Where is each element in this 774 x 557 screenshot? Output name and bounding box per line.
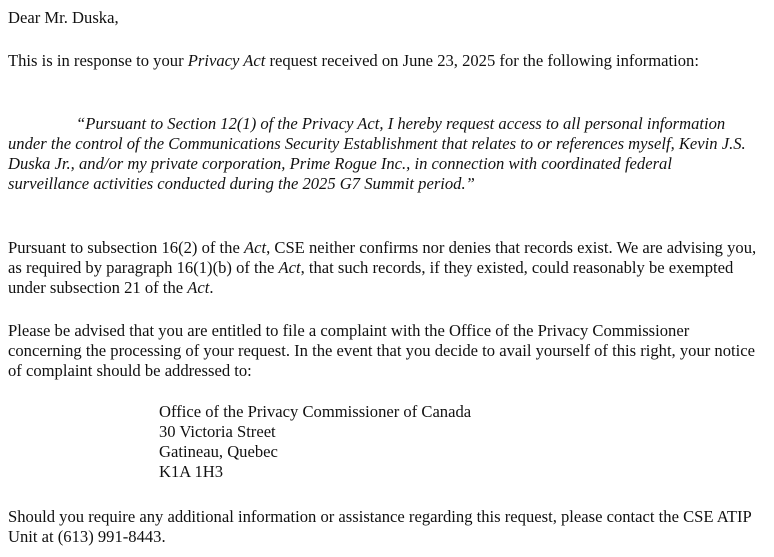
address-line-postal-code: K1A 1H3 xyxy=(159,462,224,481)
intro-text-end: request received on June 23, 2025 for the following information: xyxy=(265,51,699,70)
address-line-street: 30 Victoria Street xyxy=(159,422,276,441)
intro-text-start: This is in response to your xyxy=(8,51,188,70)
privacy-act-reference: Privacy Act xyxy=(187,51,266,70)
contact-paragraph: Should you require any additional information or assistance regarding this request, please contact the CSE ATIP Unit at (613) 991-8443. xyxy=(8,507,752,546)
commissioner-address xyxy=(159,402,579,482)
act-reference-2: Act xyxy=(278,258,301,277)
exemption-text-2: , CSE neither confirms nor denies that records exist. We are advising you, as required by paragraph 16(1)(b) of the xyxy=(8,238,757,277)
address-line-organization: Office of the Privacy Commissioner of Canada xyxy=(159,402,472,421)
exemption-text-3: , that such records, if they existed, could reasonably be exempted under subsection 21 of the xyxy=(8,258,734,297)
request-quote: “Pursuant to Section 12(1) of the Privacy Act, I hereby request access to all personal information under the control of the Communications Security Establishment that relates to or references myself, Kevin J.S. Duska Jr., and/or my private corporation, Prime Rogue Inc., in connection with coordinated federal surveillance activities conducted during the 2025 G7 Summit period.” xyxy=(8,114,746,193)
act-reference-3: Act xyxy=(187,278,210,297)
complaint-paragraph: Please be advised that you are entitled to file a complaint with the Office of the Privacy Commissioner concerning the processing of your request. In the event that you decide to avail yourself of this right, your notice of complaint should be addressed to: xyxy=(8,321,755,380)
exemption-paragraph xyxy=(8,238,758,298)
exemption-text-1: Pursuant to subsection 16(2) of the xyxy=(8,238,244,257)
address-line-city: Gatineau, Quebec xyxy=(159,442,278,461)
act-reference-1: Act xyxy=(243,238,267,257)
intro-paragraph xyxy=(8,51,748,71)
exemption-text-4: . xyxy=(209,278,214,297)
salutation: Dear Mr. Duska, xyxy=(8,8,119,27)
